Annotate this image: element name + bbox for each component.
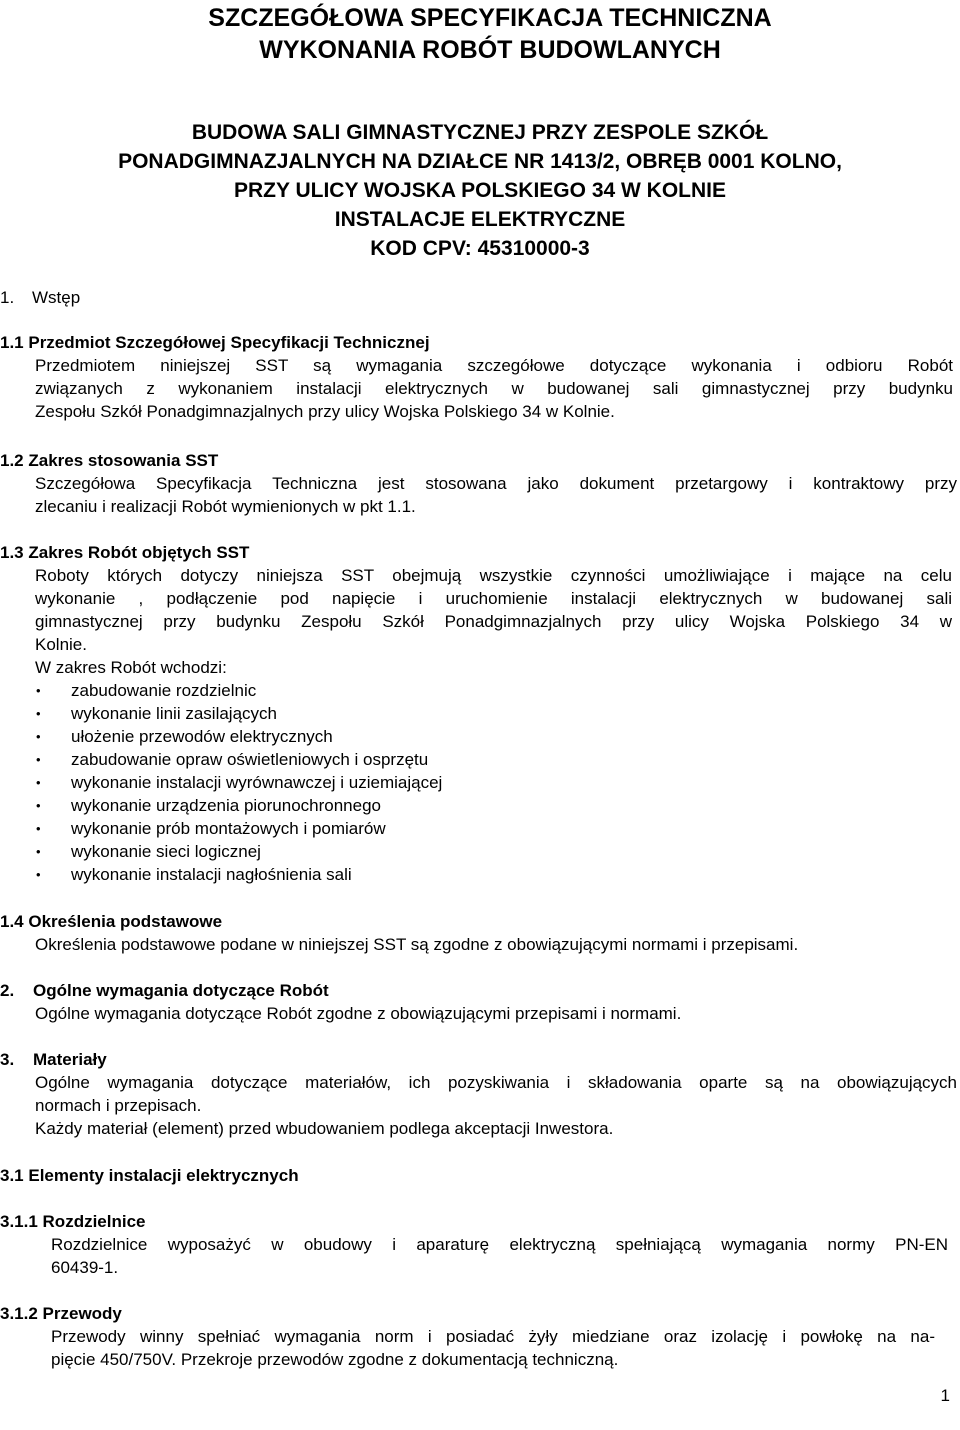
section-1-heading [0,286,80,309]
section-1-2 [0,449,218,472]
project-header [60,118,900,263]
section-1-4-heading: 1.4 Określenia podstawowe [0,912,223,931]
text-line: zlecaniu i realizacji Robót wymienionych w pkt 1.1. [35,497,416,516]
document-title [140,2,840,66]
section-1-3-body [35,564,952,679]
list-item [0,863,700,886]
section-2-number: 2. [0,981,15,1000]
section-1-number: 1. [0,288,15,307]
section-3-heading [0,1048,107,1071]
text-line: Zespołu Szkół Ponadgimnazjalnych przy ulicy Wojska Polskiego 34 w Kolnie. [35,402,615,421]
bullet-icon: • [36,752,41,767]
text-line: związanych z wykonaniem instalacji elektrycznych w budowanej sali gimnastycznej przy budynku [35,379,953,398]
text-line: Roboty których dotyczy niniejsza SST obejmują wszystkie czynności umożliwiające i mające na celu [35,566,952,585]
text-line: wykonanie , podłączenie pod napięcie i uruchomienie instalacji elektrycznych w budowanej sali [35,589,952,608]
list-item-text: wykonanie prób montażowych i pomiarów [71,819,386,838]
section-1-3-heading: 1.3 Zakres Robót objętych SST [0,543,250,562]
list-item-text: wykonanie instalacji wyrównawczej i uziemiającej [71,773,443,792]
text-line: Ogólne wymagania dotyczące Robót zgodne z obowiązującymi przepisami i normami. [35,1004,682,1023]
section-1-4 [0,910,222,933]
list-item-text: zabudowanie opraw oświetleniowych i osprzętu [71,750,429,769]
text-line: Każdy materiał (element) przed wbudowaniem podlega akceptacji Inwestora. [35,1119,614,1138]
list-item-text: ułożenie przewodów elektrycznych [71,727,333,746]
section-1-4-body [35,933,953,956]
list-item-text: wykonanie sieci logicznej [71,842,261,861]
list-item-text: wykonanie instalacji nagłośnienia sali [71,865,352,884]
section-3-number: 3. [0,1050,15,1069]
bullet-icon: • [36,775,41,790]
bullet-icon: • [36,729,41,744]
text-line: Ogólne wymagania dotyczące materiałów, ich pozyskiwania i składowania oparte są na obowiązujących [35,1073,957,1092]
section-1-title: Wstęp [32,288,81,307]
text-line: Przedmiotem niniejszej SST są wymagania szczegółowe dotyczące wykonania i odbioru Robót [35,356,953,375]
section-2-body [35,1002,953,1025]
list-item [0,679,700,702]
section-1-3 [0,541,249,564]
bullet-icon: • [36,683,41,698]
section-1-1-body [35,354,953,423]
section-2-heading [0,979,329,1002]
title-line-2: WYKONANIA ROBÓT BUDOWLANYCH [259,36,721,64]
list-item [0,702,700,725]
section-1-2-heading: 1.2 Zakres stosowania SST [0,451,219,470]
project-line-3: PRZY ULICY WOJSKA POLSKIEGO 34 W KOLNIE [233,179,726,202]
section-3-1-2 [0,1302,122,1325]
text-line: Określenia podstawowe podane w niniejszej SST są zgodne z obowiązującymi normami i przepisami. [35,935,799,954]
section-1-2-body [35,472,957,518]
text-line: Rozdzielnice wyposażyć w obudowy i aparaturę elektryczną spełniającą wymagania normy PN-EN [51,1235,948,1254]
section-3-body [35,1071,957,1140]
text-line: Kolnie. [35,635,87,654]
bullet-icon: • [36,867,41,882]
list-item [0,794,700,817]
project-line-5: KOD CPV: 45310000-3 [370,237,590,260]
list-item [0,771,700,794]
list-item [0,817,700,840]
section-1-1 [0,331,430,354]
section-1-1-heading: 1.1 Przedmiot Szczegółowej Specyfikacji Technicznej [0,333,430,352]
bullet-icon: • [36,798,41,813]
list-item [0,748,700,771]
scope-list [0,679,700,886]
section-3-title: Materiały [33,1050,107,1069]
section-2-title: Ogólne wymagania dotyczące Robót [33,981,329,1000]
text-line: gimnastycznej przy budynku Zespołu Szkół Ponadgimnazjalnych przy ulicy Wojska Polskiego 34 w [35,612,952,631]
list-item-text: wykonanie urządzenia piorunochronnego [71,796,381,815]
bullet-icon: • [36,844,41,859]
text-line: pięcie 450/750V. Przekroje przewodów zgodne z dokumentacją techniczną. [51,1350,619,1369]
title-line-1: SZCZEGÓŁOWA SPECYFIKACJA TECHNICZNA [208,4,772,32]
text-line: 60439-1. [51,1258,119,1277]
section-3-1 [0,1164,299,1187]
section-3-1-heading: 3.1 Elementy instalacji elektrycznych [0,1166,299,1185]
list-intro: W zakres Robót wchodzi: [35,658,227,677]
list-item-text: zabudowanie rozdzielnic [71,681,257,700]
section-3-1-2-body [51,1325,935,1371]
text-line: Szczegółowa Specyfikacja Techniczna jest stosowana jako dokument przetargowy i kontraktowy przy [35,474,957,493]
list-item [0,725,700,748]
list-item-text: wykonanie linii zasilających [71,704,277,723]
page-number: 1 [940,1386,950,1405]
project-line-4: INSTALACJE ELEKTRYCZNE [334,208,626,231]
section-3-1-1-heading: 3.1.1 Rozdzielnice [0,1212,146,1231]
bullet-icon: • [36,821,41,836]
section-3-1-2-heading: 3.1.2 Przewody [0,1304,122,1323]
bullet-icon: • [36,706,41,721]
list-item [0,840,700,863]
text-line: normach i przepisach. [35,1096,202,1115]
project-line-1: BUDOWA SALI GIMNASTYCZNEJ PRZY ZESPOLE SZKÓŁ [191,121,769,144]
project-line-2: PONADGIMNAZJALNYCH NA DZIAŁCE NR 1413/2, OBRĘB 0001 KOLNO, [118,150,842,173]
section-3-1-1 [0,1210,146,1233]
text-line: Przewody winny spełniać wymagania norm i posiadać żyły miedziane oraz izolację i powłokę na na- [51,1327,935,1346]
section-3-1-1-body [51,1233,948,1279]
